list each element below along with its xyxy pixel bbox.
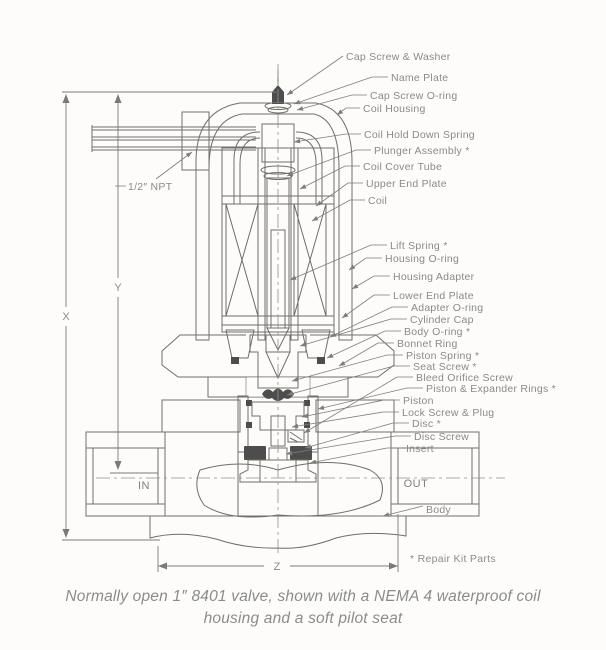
callout-label: Lower End Plate bbox=[393, 290, 474, 302]
callout-label: Coil Hold Down Spring bbox=[364, 129, 475, 141]
callout-label: Piston bbox=[403, 395, 434, 407]
caption-line-2: housing and a soft pilot seat bbox=[203, 610, 403, 627]
callout-label: Disc Screw bbox=[414, 431, 470, 443]
out-port-label: OUT bbox=[403, 478, 429, 490]
callout-label: Name Plate bbox=[391, 72, 449, 84]
repair-kit-footnote: * Repair Kit Parts bbox=[410, 553, 496, 565]
dimension-y-label: Y bbox=[114, 282, 122, 294]
callout-label: Housing Adapter bbox=[393, 271, 475, 283]
callout-label: Lift Spring * bbox=[390, 240, 448, 252]
callout-label: Lock Screw & Plug bbox=[402, 407, 495, 419]
callout-label: Disc * bbox=[412, 418, 441, 430]
callout-label: Adapter O-ring bbox=[411, 302, 484, 314]
dimension-z-label: Z bbox=[273, 561, 281, 573]
callout-label: Cap Screw & Washer bbox=[346, 51, 451, 63]
callout-label: Housing O-ring bbox=[385, 253, 460, 265]
callout-label: Cylinder Cap bbox=[410, 314, 474, 326]
callout-label: Bleed Orifice Screw bbox=[416, 372, 513, 384]
caption-line-1: Normally open 1″ 8401 valve, shown with a NEMA 4 waterproof coil bbox=[65, 588, 541, 605]
callout-label: Cap Screw O-ring bbox=[370, 90, 458, 102]
callout-label: Coil Cover Tube bbox=[363, 161, 443, 173]
callout-label: Plunger Assembly * bbox=[374, 145, 470, 157]
in-port-label: IN bbox=[138, 480, 150, 492]
body-label: Body bbox=[426, 504, 451, 516]
dimension-x-label: X bbox=[62, 311, 70, 323]
callout-label: Coil bbox=[368, 195, 388, 207]
callout-label: Seat Screw * bbox=[413, 361, 477, 373]
callout-label: Upper End Plate bbox=[366, 178, 447, 190]
callout-label: Coil Housing bbox=[363, 103, 426, 115]
callout-label: Bonnet Ring bbox=[397, 338, 458, 350]
callout-label: Body O-ring * bbox=[404, 326, 471, 338]
disc-part-left bbox=[244, 446, 266, 460]
conduit-label: 1/2″ NPT bbox=[128, 181, 173, 193]
callout-label: Piston Spring * bbox=[406, 350, 480, 362]
callout-label: Piston & Expander Rings * bbox=[426, 383, 556, 395]
callout-label: Insert bbox=[406, 443, 434, 455]
